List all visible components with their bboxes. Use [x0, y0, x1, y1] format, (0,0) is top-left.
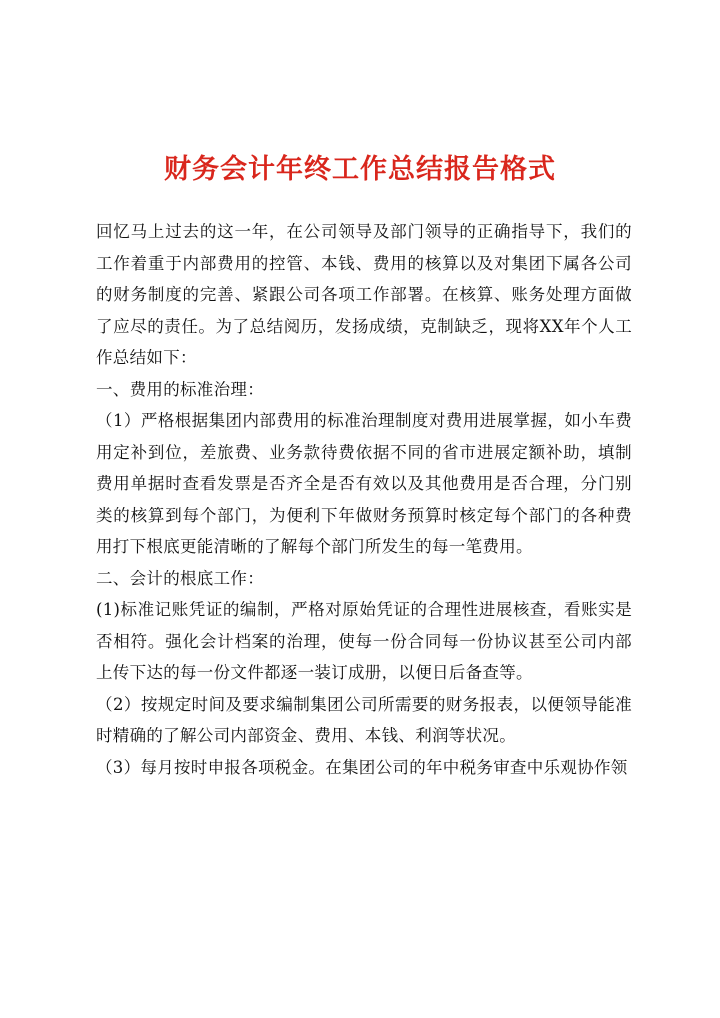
document-body — [96, 216, 632, 783]
section-heading-accounting: 二、会计的根底工作： — [96, 568, 264, 588]
paragraph-expense-1: （1）严格根据集团内部费用的标准治理制度对费用进展掌握，如小车费用定补到位，差旅费、业务款待费依据不同的省市进展定额补助，填制费用单据时查看发票是否齐全是否有效以及其他费用是否合理，分门别类的核算到每个部门，为便利下年做财务预算时核定每个部门的各种费用打下根底更能清晰的了解每个部门所发生的每一笔费用。 — [96, 411, 632, 556]
paragraph-accounting-3: （3）每月按时申报各项税金。在集团公司的年中税务审查中乐观协作领 — [96, 757, 628, 777]
document-title: 财务会计年终工作总结报告格式 — [164, 154, 556, 185]
paragraph-accounting-1: (1)标准记账凭证的编制，严格对原始凭证的合理性进展核查，看账实是否相符。强化会计档案的治理，使每一份合同每一份协议甚至公司内部上传下达的每一份文件都逐一装订成册，以便日后备查等。 — [96, 600, 632, 682]
paragraph-accounting-2: （2）按规定时间及要求编制集团公司所需要的财务报表，以便领导能准时精确的了解公司内部资金、费用、本钱、利润等状况。 — [96, 694, 632, 745]
paragraph-intro: 回忆马上过去的这一年，在公司领导及部门领导的正确指导下，我们的工作着重于内部费用的控管、本钱、费用的核算以及对集团下属各公司的财务制度的完善、紧跟公司各项工作部署。在核算、账务处理方面做了应尽的责任。为了总结阅历，发扬成绩，克制缺乏，现将XX年个人工作总结如下： — [96, 222, 632, 367]
section-heading-expense: 一、费用的标准治理： — [96, 379, 264, 399]
